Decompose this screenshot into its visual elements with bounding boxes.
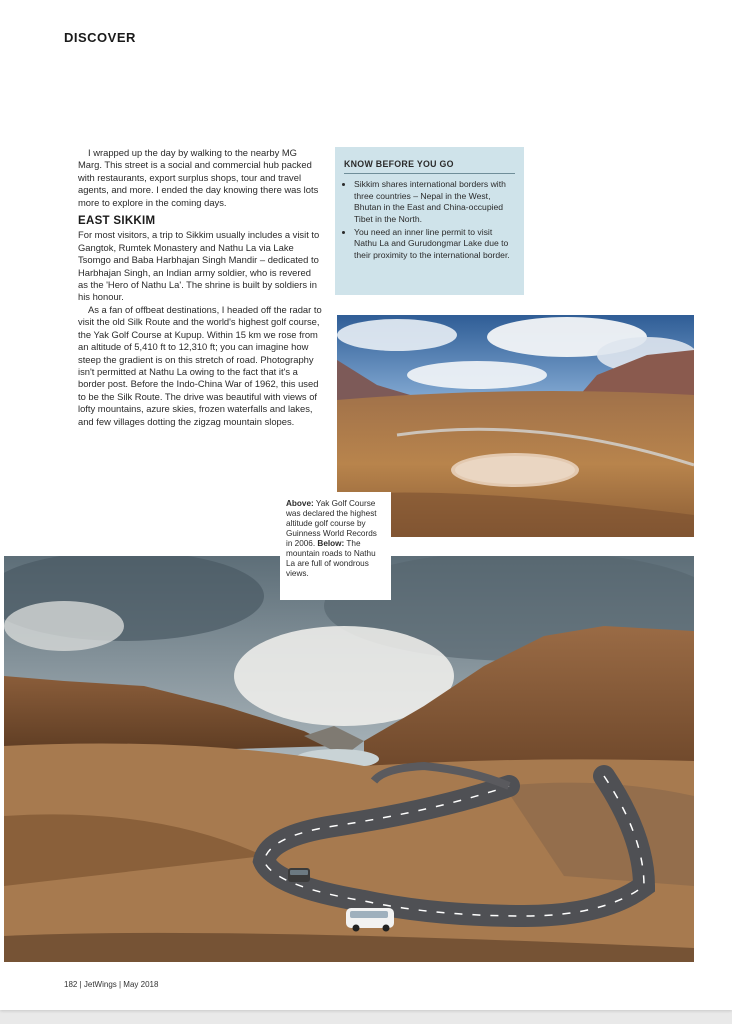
caption-below-label: Below: <box>317 539 345 548</box>
photo-caption <box>280 492 391 600</box>
mountain-road-image <box>4 556 694 962</box>
info-box-title: KNOW BEFORE YOU GO <box>344 159 515 174</box>
caption-below-text: The mountain roads to Nathu La are full of wondrous views. <box>286 539 376 578</box>
caption-above-label: Above: <box>286 499 314 508</box>
page-footer: 182 | JetWings | May 2018 <box>64 980 159 989</box>
info-box-item: • You need an inner line permit to visit Nathu La and Gurudongmar Lake due to their proximity to the international border. <box>354 227 515 261</box>
section-label: DISCOVER <box>64 30 136 45</box>
info-box-list <box>344 179 515 261</box>
article-heading: EAST SIKKIM <box>78 215 156 228</box>
caption-above-text: Yak Golf Course was declared the highest altitude golf course by Guinness World Records in 2006. <box>286 499 377 548</box>
article-paragraph: For most visitors, a trip to Sikkim usually includes a visit to Gangtok, Rumtek Monastery and Nathu La via Lake Tsomgo and Baba Harbhajan Singh Mandir – dedicated to Harbhajan Singh, an Indian army soldier, who is revered as the 'Hero of Nathu La'. The shrine is built by soldiers in his honour. <box>78 229 320 303</box>
mountain-road-photo <box>4 556 694 962</box>
article-paragraph: As a fan of offbeat destinations, I headed off the radar to visit the old Silk Route and the world's highest golf course, the Yak Golf Course at Kupup. Within 15 km we rose from an altitude of 5,410 ft to 12,310 ft; you can imagine how steep the gradient is on this stretch of road. Photography isn't permitted at Nathu La owing to the fact that it's a border post. Before the Indo-China War of 1962, this used to be the Silk Route. The drive was beautiful with views of lofty mountains, azure skies, frozen waterfalls and lakes, and few villages dotting the zigzag mountain slopes. <box>78 303 322 427</box>
article-column <box>78 147 322 428</box>
know-before-you-go-box <box>335 147 524 295</box>
info-box-item: • Sikkim shares international borders with three countries – Nepal in the West, Bhutan in the East and China-occupied Tibet in the North. <box>354 179 515 225</box>
article-paragraph: I wrapped up the day by walking to the nearby MG Marg. This street is a social and commercial hub packed with restaurants, export surplus shops, tour and travel agents, and more. I ended the day knowing there was lots more to explore in the coming days. <box>78 147 319 208</box>
